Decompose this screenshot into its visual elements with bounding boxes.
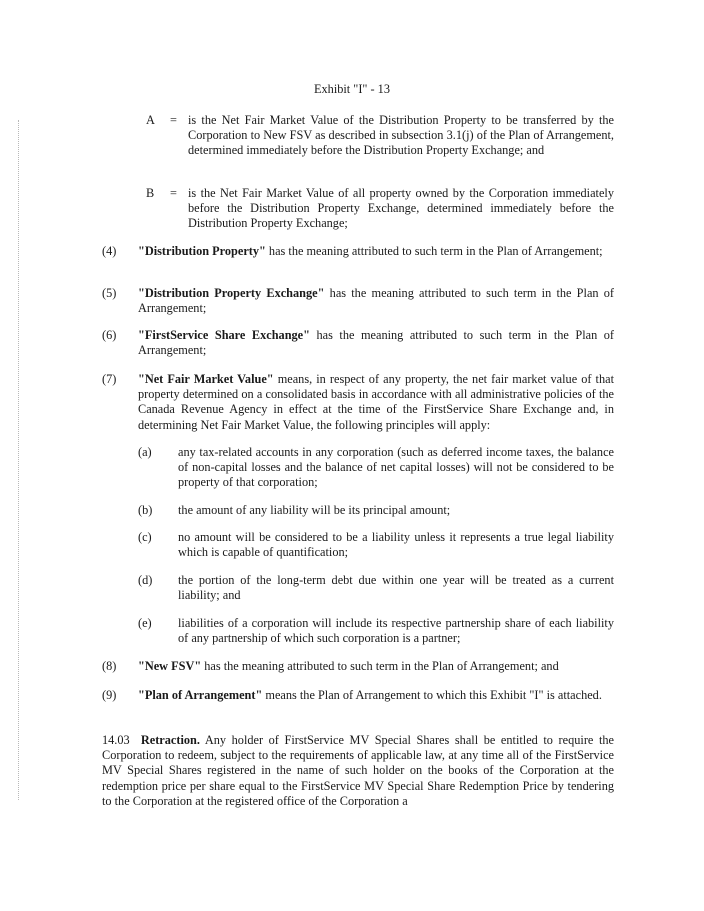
clause-body: has the meaning attributed to such term in the Plan of Arrangement; and <box>201 659 559 673</box>
subclause-number: (a) <box>138 445 152 459</box>
section-title: Retraction. <box>140 733 200 747</box>
defined-term: "FirstService Share Exchange" <box>138 328 310 342</box>
section-14-03 <box>102 733 614 809</box>
clause-number: (9) <box>102 688 117 702</box>
clause-text <box>138 286 614 316</box>
subclause-number: (c) <box>138 530 152 544</box>
subclause-text: the portion of the long-term debt due within one year will be treated as a current liability; and <box>178 573 614 603</box>
definition-text: is the Net Fair Market Value of all property owned by the Corporation immediately before the Distribution Property Exchange, determined immediately before the Distribution Property Exchange; <box>188 186 614 231</box>
subclause-text: the amount of any liability will be its principal amount; <box>178 503 451 517</box>
subclause-text: any tax-related accounts in any corporation (such as deferred income taxes, the balance of non-capital losses and the balance of net capital losses) will not be considered to be property of that corporation; <box>178 445 614 490</box>
clause-text <box>138 372 614 433</box>
definition-symbol: A <box>146 113 155 127</box>
clause-text <box>138 688 614 703</box>
subclause-number: (e) <box>138 616 152 630</box>
page-header: Exhibit "I" - 13 <box>314 82 390 96</box>
subclause-number: (d) <box>138 573 153 587</box>
section-body: Any holder of FirstService MV Special Shares shall be entitled to require the Corporation to redeem, subject to the requirements of applicable law, at any time all of the FirstService MV Special Shares registered in the name of such holder on the books of the Corporation at the redemption price per share equal to the FirstService MV Special Share Redemption Price by tendering to the Corporation at the registered office of the Corporation a <box>102 733 614 808</box>
clause-body: has the meaning attributed to such term in the Plan of Arrangement; <box>138 286 615 316</box>
clause-text <box>138 328 614 358</box>
section-number: 14.03 <box>102 733 130 747</box>
clause-number: (8) <box>102 659 117 673</box>
clause-number: (6) <box>102 328 117 342</box>
definition-symbol: B <box>146 186 155 200</box>
equals-sign: = <box>170 113 177 127</box>
scan-margin-marks <box>18 120 21 800</box>
subclause-text: liabilities of a corporation will include its respective partnership share of each liability of any partnership of which such corporation is a partner; <box>178 616 614 646</box>
clause-number: (5) <box>102 286 117 300</box>
clause-body: has the meaning attributed to such term in the Plan of Arrangement; <box>265 244 603 258</box>
subclause-number: (b) <box>138 503 153 517</box>
definition-text: is the Net Fair Market Value of the Distribution Property to be transferred by the Corporation to New FSV as described in subsection 3.1(j) of the Plan of Arrangement, determined immediately before the Distribution Property Exchange; and <box>188 113 614 158</box>
defined-term: "Distribution Property Exchange" <box>138 286 325 300</box>
defined-term: "New FSV" <box>138 659 202 673</box>
clause-text <box>138 659 614 674</box>
clause-body: means the Plan of Arrangement to which this Exhibit "I" is attached. <box>262 688 602 702</box>
clause-body: means, in respect of any property, the net fair market value of that property determined on a consolidated basis in accordance with all administrative policies of the Canada Revenue Agency in effect at the time of the FirstService Share Exchange and, in determining Net Fair Market Value, the following principles will apply: <box>138 372 614 432</box>
clause-text <box>138 244 614 259</box>
subclause-text: no amount will be considered to be a liability unless it represents a true legal liability which is capable of quantification; <box>178 530 614 560</box>
clause-number: (7) <box>102 372 117 386</box>
clause-number: (4) <box>102 244 117 258</box>
equals-sign: = <box>170 186 177 200</box>
defined-term: "Net Fair Market Value" <box>138 372 274 386</box>
defined-term: "Plan of Arrangement" <box>138 688 263 702</box>
defined-term: "Distribution Property" <box>138 244 266 258</box>
clause-body: has the meaning attributed to such term in the Plan of Arrangement; <box>138 328 614 358</box>
